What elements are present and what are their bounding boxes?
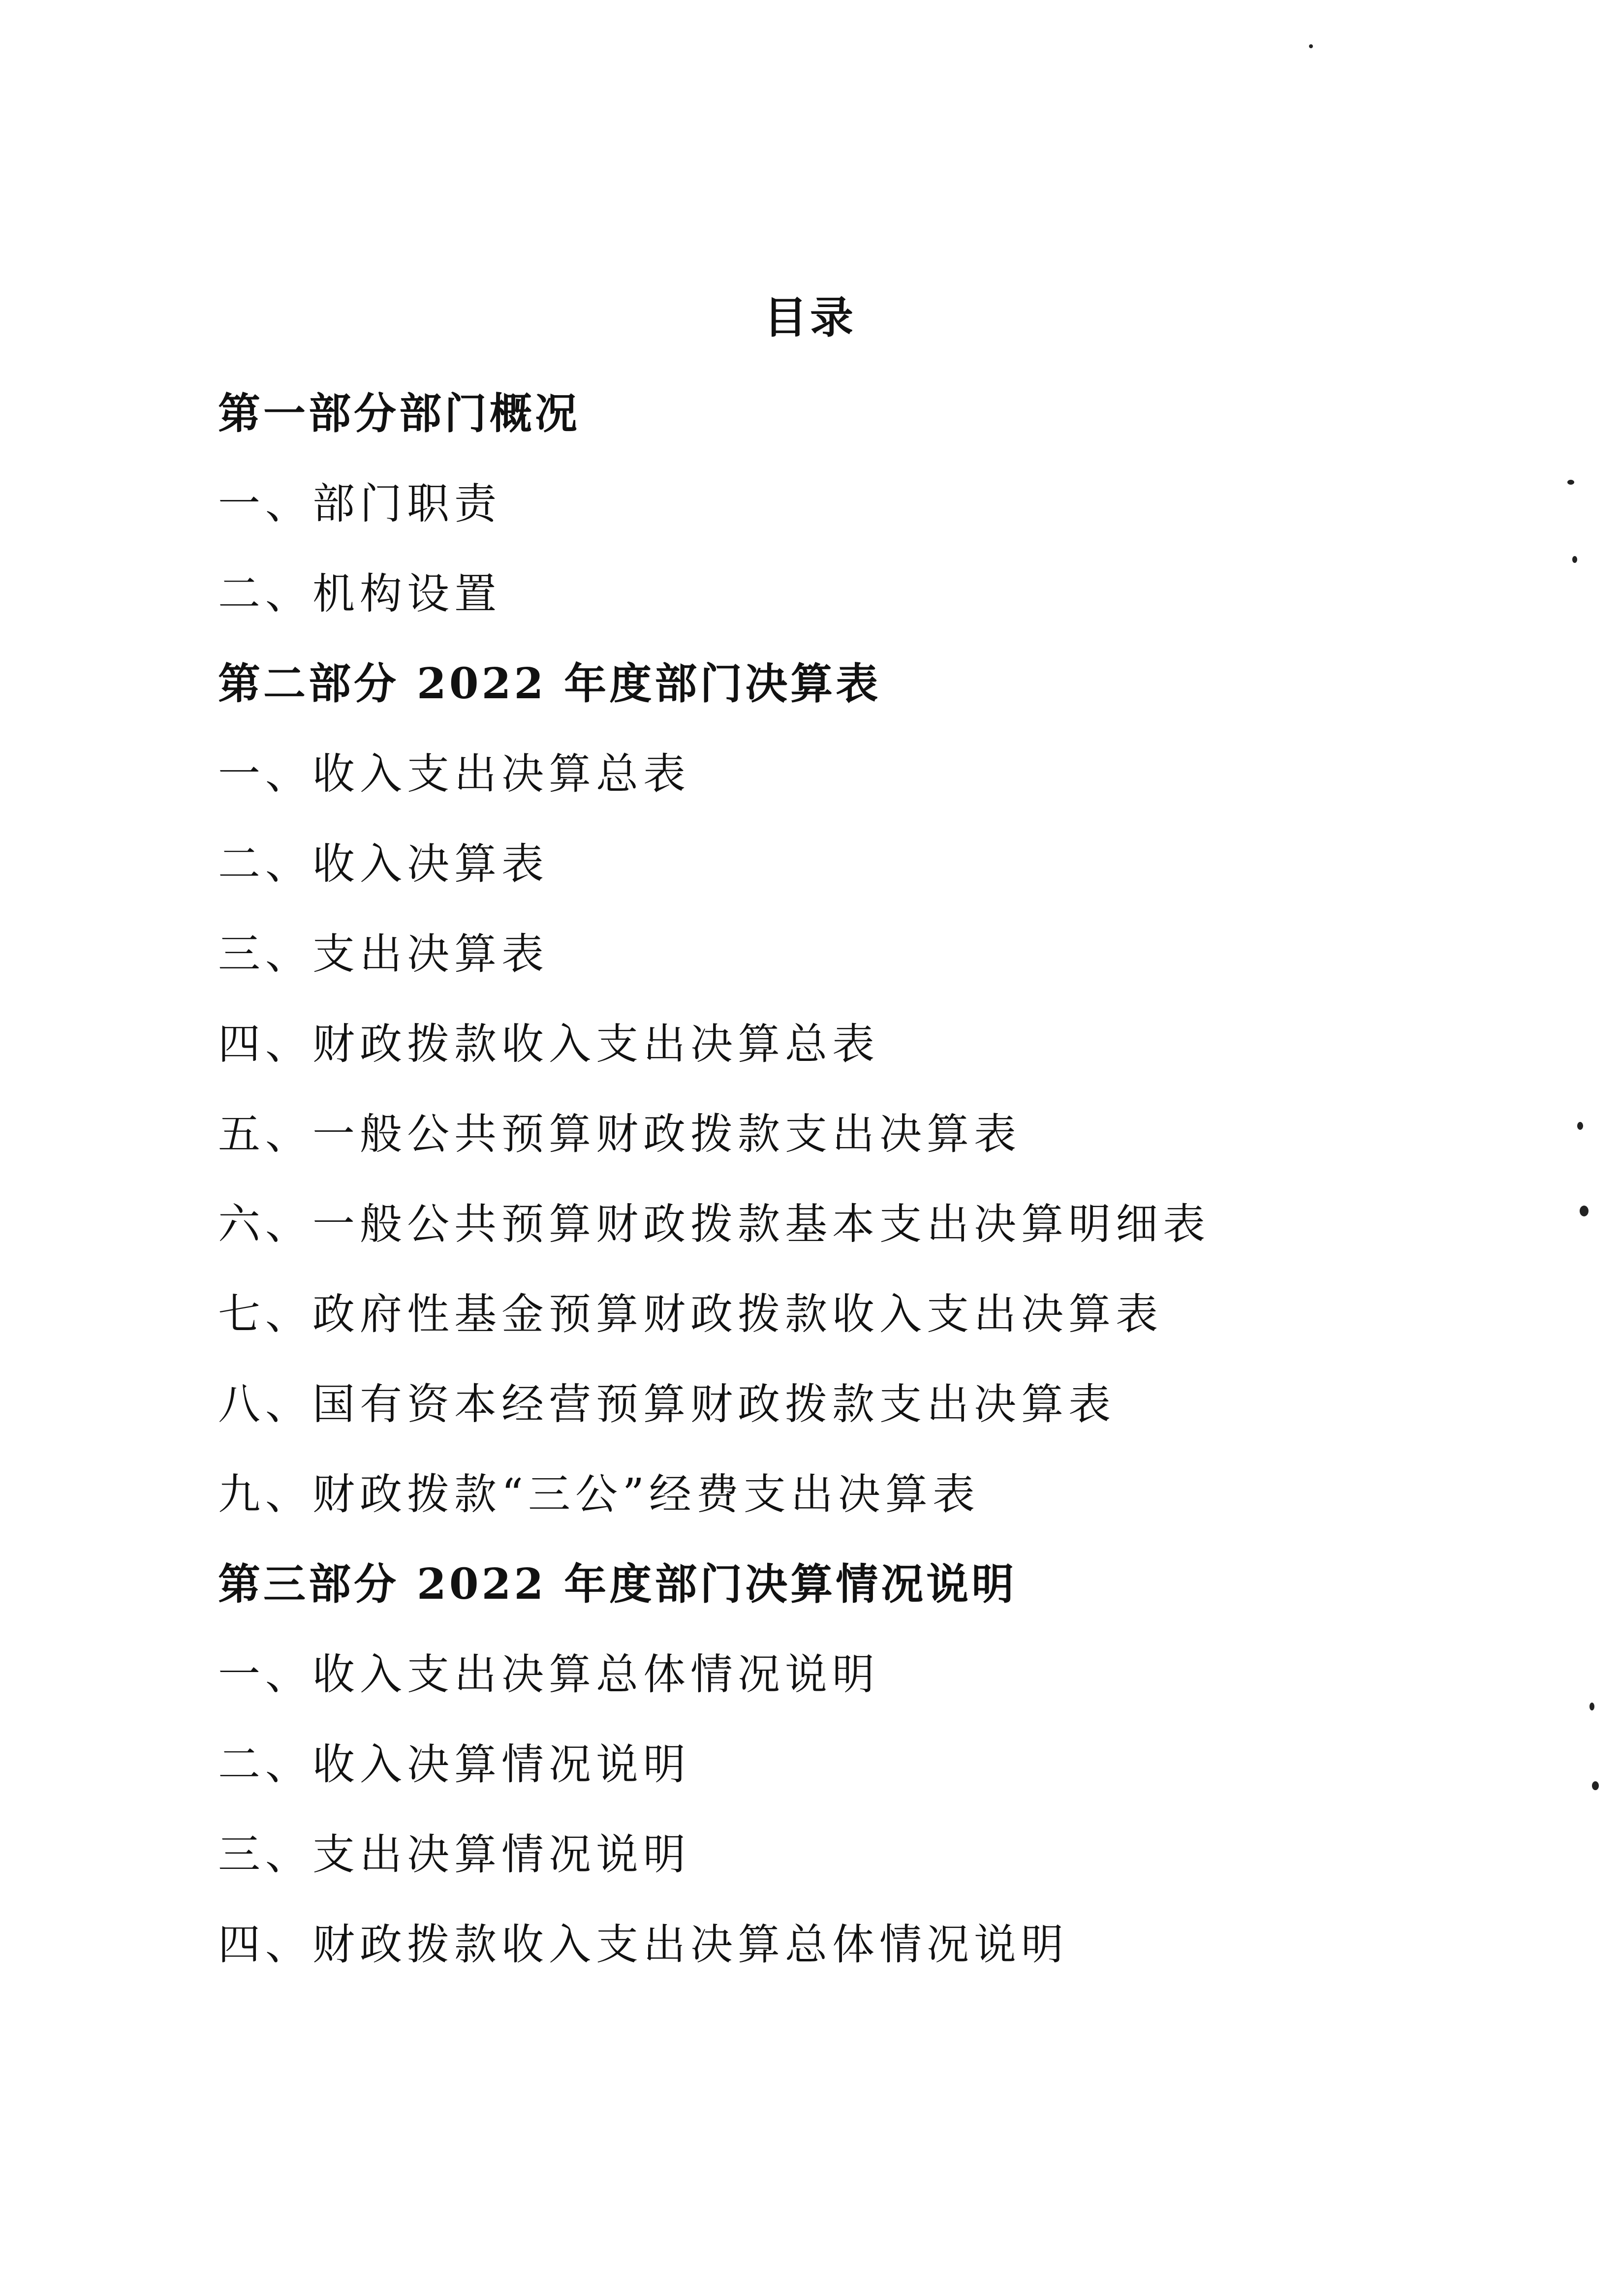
scan-speck <box>1592 1781 1599 1790</box>
toc-entry-three-public-expenses: 九、财政拨款“三公”经费支出决算表 <box>218 1470 980 1519</box>
toc-list <box>218 382 1448 2003</box>
toc-entry-expense-explanation: 三、支出决算情况说明 <box>218 1830 690 1879</box>
toc-entry-income-table: 二、收入决算表 <box>218 839 549 889</box>
toc-entry-expense-table: 三、支出决算表 <box>218 930 549 979</box>
toc-entry-general-budget-basic-detail: 六、一般公共预算财政拨款基本支出决算明细表 <box>218 1200 1210 1249</box>
toc-entry-fiscal-summary: 四、财政拨款收入支出决算总表 <box>218 1020 879 1069</box>
toc-entry-gov-fund-budget: 七、政府性基金预算财政拨款收入支出决算表 <box>218 1290 1163 1339</box>
toc-part-3-heading: 第三部分 2022 年度部门决算情况说明 <box>218 1559 1017 1609</box>
scan-speck <box>1567 480 1574 485</box>
toc-entry-overall-explanation: 一、收入支出决算总体情况说明 <box>218 1650 879 1699</box>
toc-entry-org-structure: 二、机构设置 <box>218 569 501 619</box>
scan-speck <box>1309 44 1313 48</box>
toc-entry-state-capital-budget: 八、国有资本经营预算财政拨款支出决算表 <box>218 1380 1116 1429</box>
scan-speck <box>1580 1206 1589 1216</box>
toc-entry-general-budget-expense: 五、一般公共预算财政拨款支出决算表 <box>218 1110 1021 1159</box>
scan-speck <box>1577 1122 1583 1130</box>
scan-speck <box>1589 1703 1594 1710</box>
toc-title: 目录 <box>763 292 856 343</box>
toc-entry-dept-duties: 一、部门职责 <box>218 479 501 528</box>
toc-entry-income-explanation: 二、收入决算情况说明 <box>218 1740 690 1789</box>
toc-entry-income-expense-summary: 一、收入支出决算总表 <box>218 749 690 799</box>
toc-part-2-heading: 第二部分 2022 年度部门决算表 <box>218 659 881 709</box>
toc-entry-fiscal-overall-explanation: 四、财政拨款收入支出决算总体情况说明 <box>218 1920 1068 1969</box>
toc-part-1-heading: 第一部分部门概况 <box>218 389 580 438</box>
scan-speck <box>1572 556 1577 563</box>
